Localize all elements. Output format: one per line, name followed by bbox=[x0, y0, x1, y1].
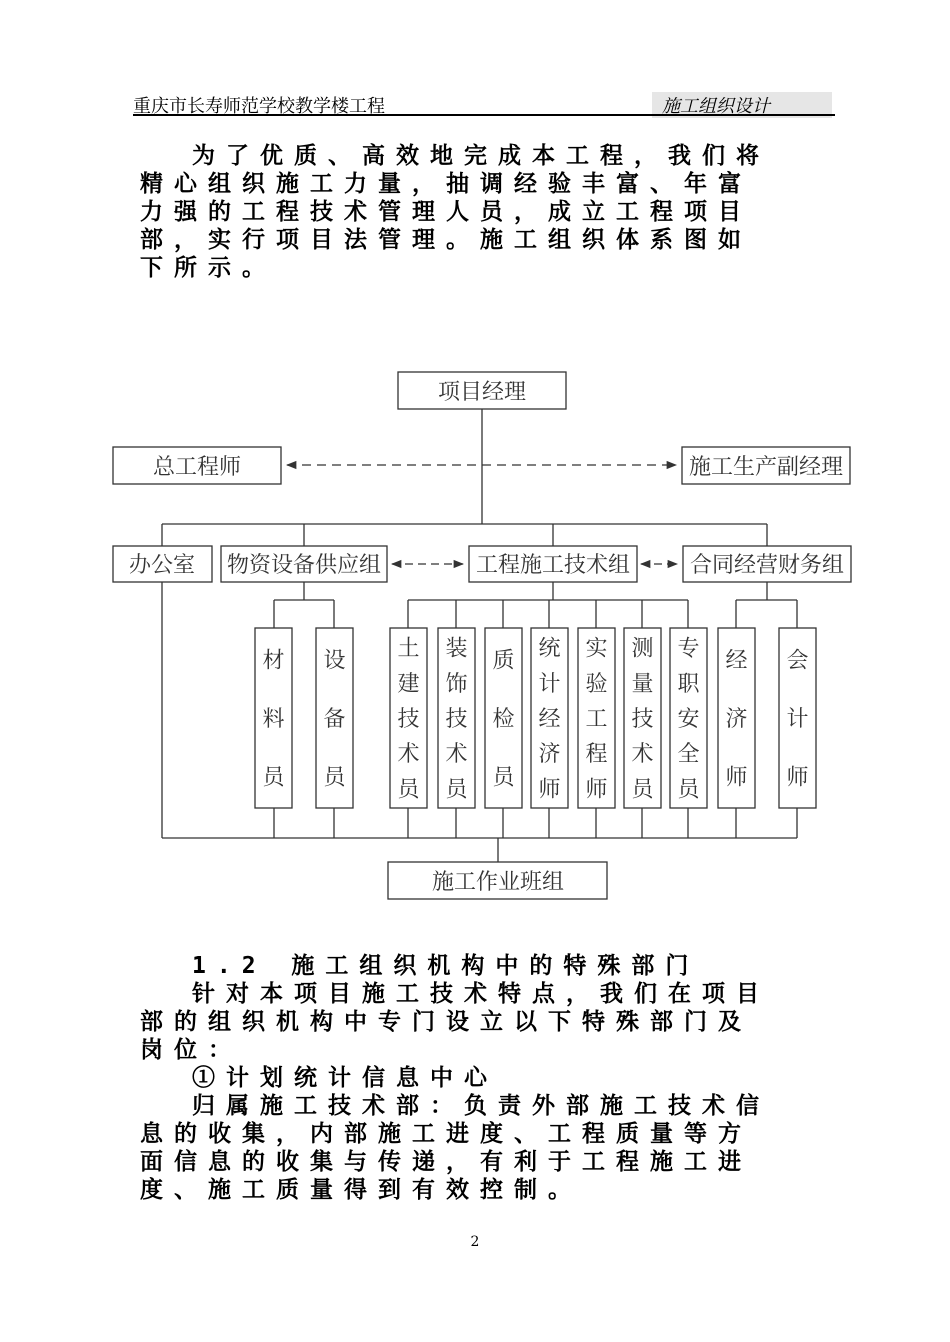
staff-label-char: 装 bbox=[445, 636, 468, 662]
box-staff-quality bbox=[485, 628, 522, 808]
intro-line: 下所示。 bbox=[140, 255, 276, 281]
staff-label-char: 工 bbox=[585, 707, 608, 732]
staff-label-char: 程 bbox=[585, 742, 608, 768]
intro-line: 为了优质、高效地完成本工程，我们将 bbox=[192, 143, 770, 169]
staff-label-char: 料 bbox=[262, 707, 285, 732]
staff-label-char: 量 bbox=[631, 671, 654, 697]
staff-label-char: 术 bbox=[631, 742, 654, 768]
staff-label-char: 设 bbox=[323, 648, 346, 674]
staff-label-char: 技 bbox=[631, 707, 654, 732]
header-project-title: 重庆市长寿师范学校教学楼工程 bbox=[133, 96, 385, 117]
staff-label-char: 员 bbox=[677, 777, 700, 803]
box-staff-safety bbox=[670, 628, 707, 808]
section-heading: 1.2 施工组织机构中的特殊部门 bbox=[192, 953, 700, 979]
sub-line: 面信息的收集与传递，有利于工程施工进 bbox=[140, 1149, 752, 1175]
label-project-manager: 项目经理 bbox=[437, 380, 527, 405]
staff-label-char: 术 bbox=[445, 742, 468, 768]
staff-label-char: 实 bbox=[585, 636, 608, 662]
sub-heading: ①计划统计信息中心 bbox=[192, 1065, 498, 1091]
box-staff-equipment bbox=[316, 628, 353, 808]
staff-label-char: 技 bbox=[445, 707, 468, 732]
staff-label-char: 经 bbox=[725, 648, 748, 674]
intro-line: 力强的工程技术管理人员，成立工程项目 bbox=[140, 199, 752, 225]
box-staff-statistics bbox=[531, 628, 568, 808]
staff-label-char: 统 bbox=[538, 636, 561, 662]
label-chief-engineer: 总工程师 bbox=[152, 455, 242, 480]
box-supply-group bbox=[221, 546, 387, 582]
staff-label-char: 员 bbox=[262, 765, 285, 791]
staff-label-char: 技 bbox=[397, 707, 420, 732]
staff-label-char: 经 bbox=[538, 707, 561, 732]
staff-label-char: 师 bbox=[585, 777, 608, 803]
intro-line: 部，实行项目法管理。施工组织体系图如 bbox=[140, 227, 752, 253]
page-number: 2 bbox=[470, 1234, 480, 1250]
box-deputy-manager bbox=[682, 447, 850, 484]
box-staff-lab bbox=[578, 628, 615, 808]
box-staff-economist bbox=[718, 628, 755, 808]
label-work-crew: 施工作业班组 bbox=[431, 870, 565, 895]
staff-label-char: 计 bbox=[786, 707, 809, 732]
header-document-title: 施工组织设计 bbox=[652, 92, 832, 118]
staff-label-char: 备 bbox=[323, 707, 346, 732]
staff-label-char: 检 bbox=[492, 707, 515, 732]
staff-label-char: 员 bbox=[445, 777, 468, 803]
box-staff-decoration-tech bbox=[438, 628, 475, 808]
section-line: 部的组织机构中专门设立以下特殊部门及 bbox=[140, 1009, 752, 1035]
box-staff-material bbox=[255, 628, 292, 808]
staff-label-char: 师 bbox=[538, 777, 561, 803]
section-line: 针对本项目施工技术特点，我们在项目 bbox=[192, 981, 770, 1007]
staff-label-char: 测 bbox=[631, 636, 654, 662]
staff-label-char: 员 bbox=[492, 765, 515, 791]
sub-line: 息的收集，内部施工进度、工程质量等方 bbox=[140, 1121, 752, 1147]
staff-label-char: 验 bbox=[585, 671, 608, 697]
intro-paragraph bbox=[140, 142, 820, 282]
label-supply-group: 物资设备供应组 bbox=[226, 553, 382, 578]
box-work-crew bbox=[388, 862, 607, 899]
box-staff-survey bbox=[624, 628, 661, 808]
staff-label-char: 员 bbox=[397, 777, 420, 803]
label-office: 办公室 bbox=[128, 553, 196, 578]
label-deputy-manager: 施工生产副经理 bbox=[688, 455, 844, 480]
staff-label-char: 职 bbox=[677, 671, 700, 697]
staff-label-char: 质 bbox=[492, 648, 515, 674]
box-finance-group bbox=[683, 546, 851, 582]
header-rule bbox=[133, 114, 835, 116]
box-project-manager bbox=[398, 372, 566, 409]
staff-label-char: 员 bbox=[631, 777, 654, 803]
staff-label-char: 师 bbox=[725, 765, 748, 791]
box-staff-accountant bbox=[779, 628, 816, 808]
staff-label-char: 专 bbox=[677, 636, 700, 662]
section-paragraph bbox=[140, 952, 820, 1204]
label-finance-group: 合同经营财务组 bbox=[689, 553, 845, 578]
staff-label-char: 材 bbox=[262, 648, 285, 674]
label-tech-group: 工程施工技术组 bbox=[475, 553, 631, 578]
staff-label-char: 济 bbox=[538, 742, 561, 768]
box-chief-engineer bbox=[113, 447, 281, 484]
staff-label-char: 师 bbox=[786, 765, 809, 791]
intro-line: 精心组织施工力量，抽调经验丰富、年富 bbox=[140, 171, 752, 197]
staff-label-char: 会 bbox=[786, 648, 809, 674]
staff-label-char: 建 bbox=[397, 671, 420, 697]
staff-label-char: 术 bbox=[397, 742, 420, 768]
staff-label-char: 济 bbox=[725, 707, 748, 732]
staff-label-char: 饰 bbox=[445, 671, 468, 697]
box-staff-civil-tech bbox=[390, 628, 427, 808]
staff-label-char: 员 bbox=[323, 765, 346, 791]
staff-label-char: 全 bbox=[677, 742, 700, 768]
box-office bbox=[113, 546, 212, 582]
sub-line: 度、施工质量得到有效控制。 bbox=[140, 1177, 582, 1203]
box-tech-group bbox=[469, 546, 637, 582]
sub-line: 归属施工技术部：负责外部施工技术信 bbox=[192, 1093, 770, 1119]
staff-label-char: 安 bbox=[677, 707, 700, 732]
section-line: 岗位： bbox=[140, 1037, 242, 1063]
staff-label-char: 土 bbox=[397, 636, 420, 662]
staff-label-char: 计 bbox=[538, 671, 561, 697]
